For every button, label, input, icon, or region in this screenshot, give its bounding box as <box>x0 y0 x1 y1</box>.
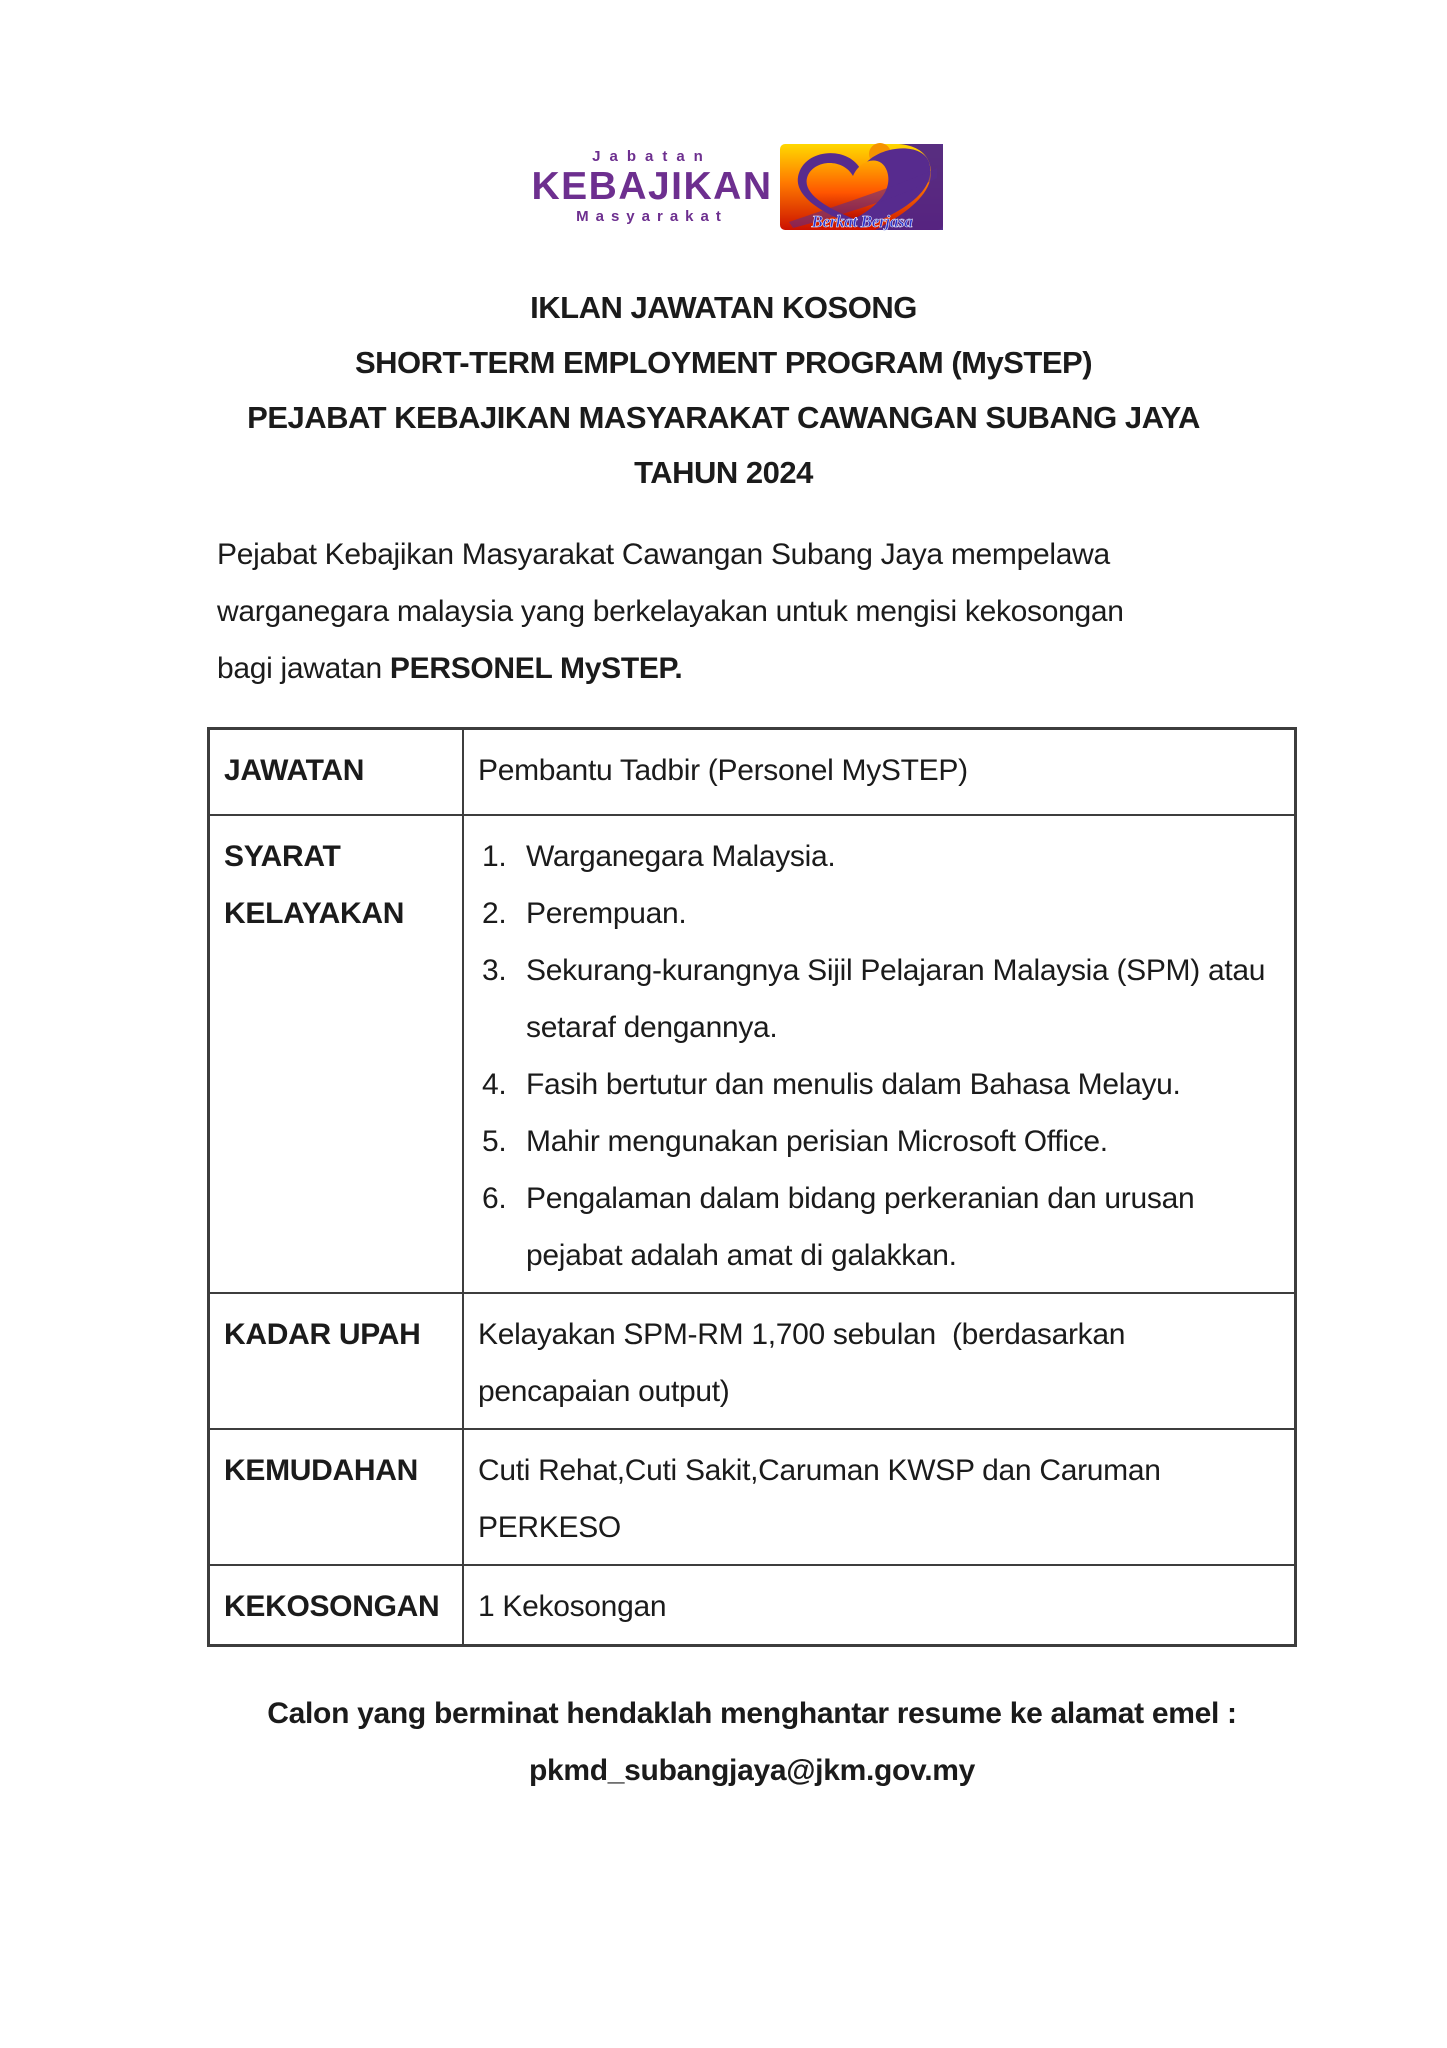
title-line-2: SHORT-TERM EMPLOYMENT PROGRAM (MySTEP) <box>354 345 1093 380</box>
kekosongan-text: 1 Kekosongan <box>478 1590 667 1623</box>
row-label-syarat: SYARAT KELAYAKAN <box>209 815 464 1293</box>
heart-logo-icon <box>779 138 944 234</box>
intro-position-name: PERSONEL MySTEP. <box>389 652 683 685</box>
intro-line-3 <box>217 640 1297 697</box>
content-column <box>207 526 1297 1799</box>
requirement-item-5: Mahir mengunakan perisian Microsoft Office. <box>526 1125 1108 1158</box>
row-value-kemudahan <box>463 1429 1296 1565</box>
row-value-syarat <box>463 815 1296 1293</box>
requirements-list <box>478 828 1282 1284</box>
jawatan-text: Pembantu Tadbir (Personel MySTEP) <box>478 754 968 787</box>
job-details-table <box>207 727 1297 1647</box>
kadar-upah-line-2: pencapaian output) <box>478 1375 730 1408</box>
wordmark-line-masyarakat: Masyarakat <box>576 207 728 225</box>
row-label-jawatan: JAWATAN <box>209 729 464 816</box>
requirement-item-2: Perempuan. <box>526 897 687 930</box>
agency-wordmark <box>531 149 772 224</box>
application-instructions <box>207 1685 1297 1799</box>
table-row-kadar-upah <box>209 1293 1296 1429</box>
row-label-kekosongan: KEKOSONGAN <box>209 1565 464 1646</box>
requirement-item-4: Fasih bertutur dan menulis dalam Bahasa Melayu. <box>526 1068 1181 1101</box>
intro-paragraph <box>207 526 1297 697</box>
table-row-kemudahan <box>209 1429 1296 1565</box>
intro-line-3-prefix: bagi jawatan <box>217 652 390 685</box>
logo-tagline: Berkat Berjasa <box>810 212 913 231</box>
table-row-kekosongan <box>209 1565 1296 1646</box>
kadar-upah-line-1: Kelayakan SPM-RM 1,700 sebulan (berdasarkan <box>478 1318 1126 1351</box>
wordmark-line-jabatan: Jabatan <box>592 147 712 165</box>
kemudahan-text: Cuti Rehat,Cuti Sakit,Caruman KWSP dan Caruman PERKESO <box>478 1454 1169 1544</box>
intro-line-2: warganegara malaysia yang berkelayakan untuk mengisi kekosongan <box>217 595 1124 628</box>
row-value-kadar-upah <box>463 1293 1296 1429</box>
requirement-item-6: Pengalaman dalam bidang perkeranian dan urusan pejabat adalah amat di galakkan. <box>526 1182 1195 1272</box>
row-label-kemudahan: KEMUDAHAN <box>209 1429 464 1565</box>
requirement-item-3: Sekurang-kurangnya Sijil Pelajaran Malaysia (SPM) atau setaraf dengannya. <box>526 954 1266 1044</box>
requirement-item-1: Warganegara Malaysia. <box>526 840 836 873</box>
row-value-jawatan <box>463 729 1296 816</box>
agency-logo <box>528 138 948 234</box>
intro-line-1: Pejabat Kebajikan Masyarakat Cawangan Subang Jaya mempelawa <box>217 538 1110 571</box>
table-row-syarat <box>209 815 1296 1293</box>
title-line-1: IKLAN JAWATAN KOSONG <box>530 290 917 325</box>
row-label-kadar-upah: KADAR UPAH <box>209 1293 464 1429</box>
wordmark-line-kebajikan: KEBAJIKAN <box>531 164 773 208</box>
title-line-4: TAHUN 2024 <box>634 455 813 490</box>
table-row-jawatan <box>209 729 1296 816</box>
title-line-3: PEJABAT KEBAJIKAN MASYARAKAT CAWANGAN SUBANG JAYA <box>247 400 1200 435</box>
footer-instruction-text: Calon yang berminat hendaklah menghantar resume ke alamat emel : <box>267 1697 1237 1730</box>
row-value-kekosongan <box>463 1565 1296 1646</box>
footer-email: pkmd_subangjaya@jkm.gov.my <box>528 1754 976 1787</box>
document-title <box>0 280 1447 500</box>
